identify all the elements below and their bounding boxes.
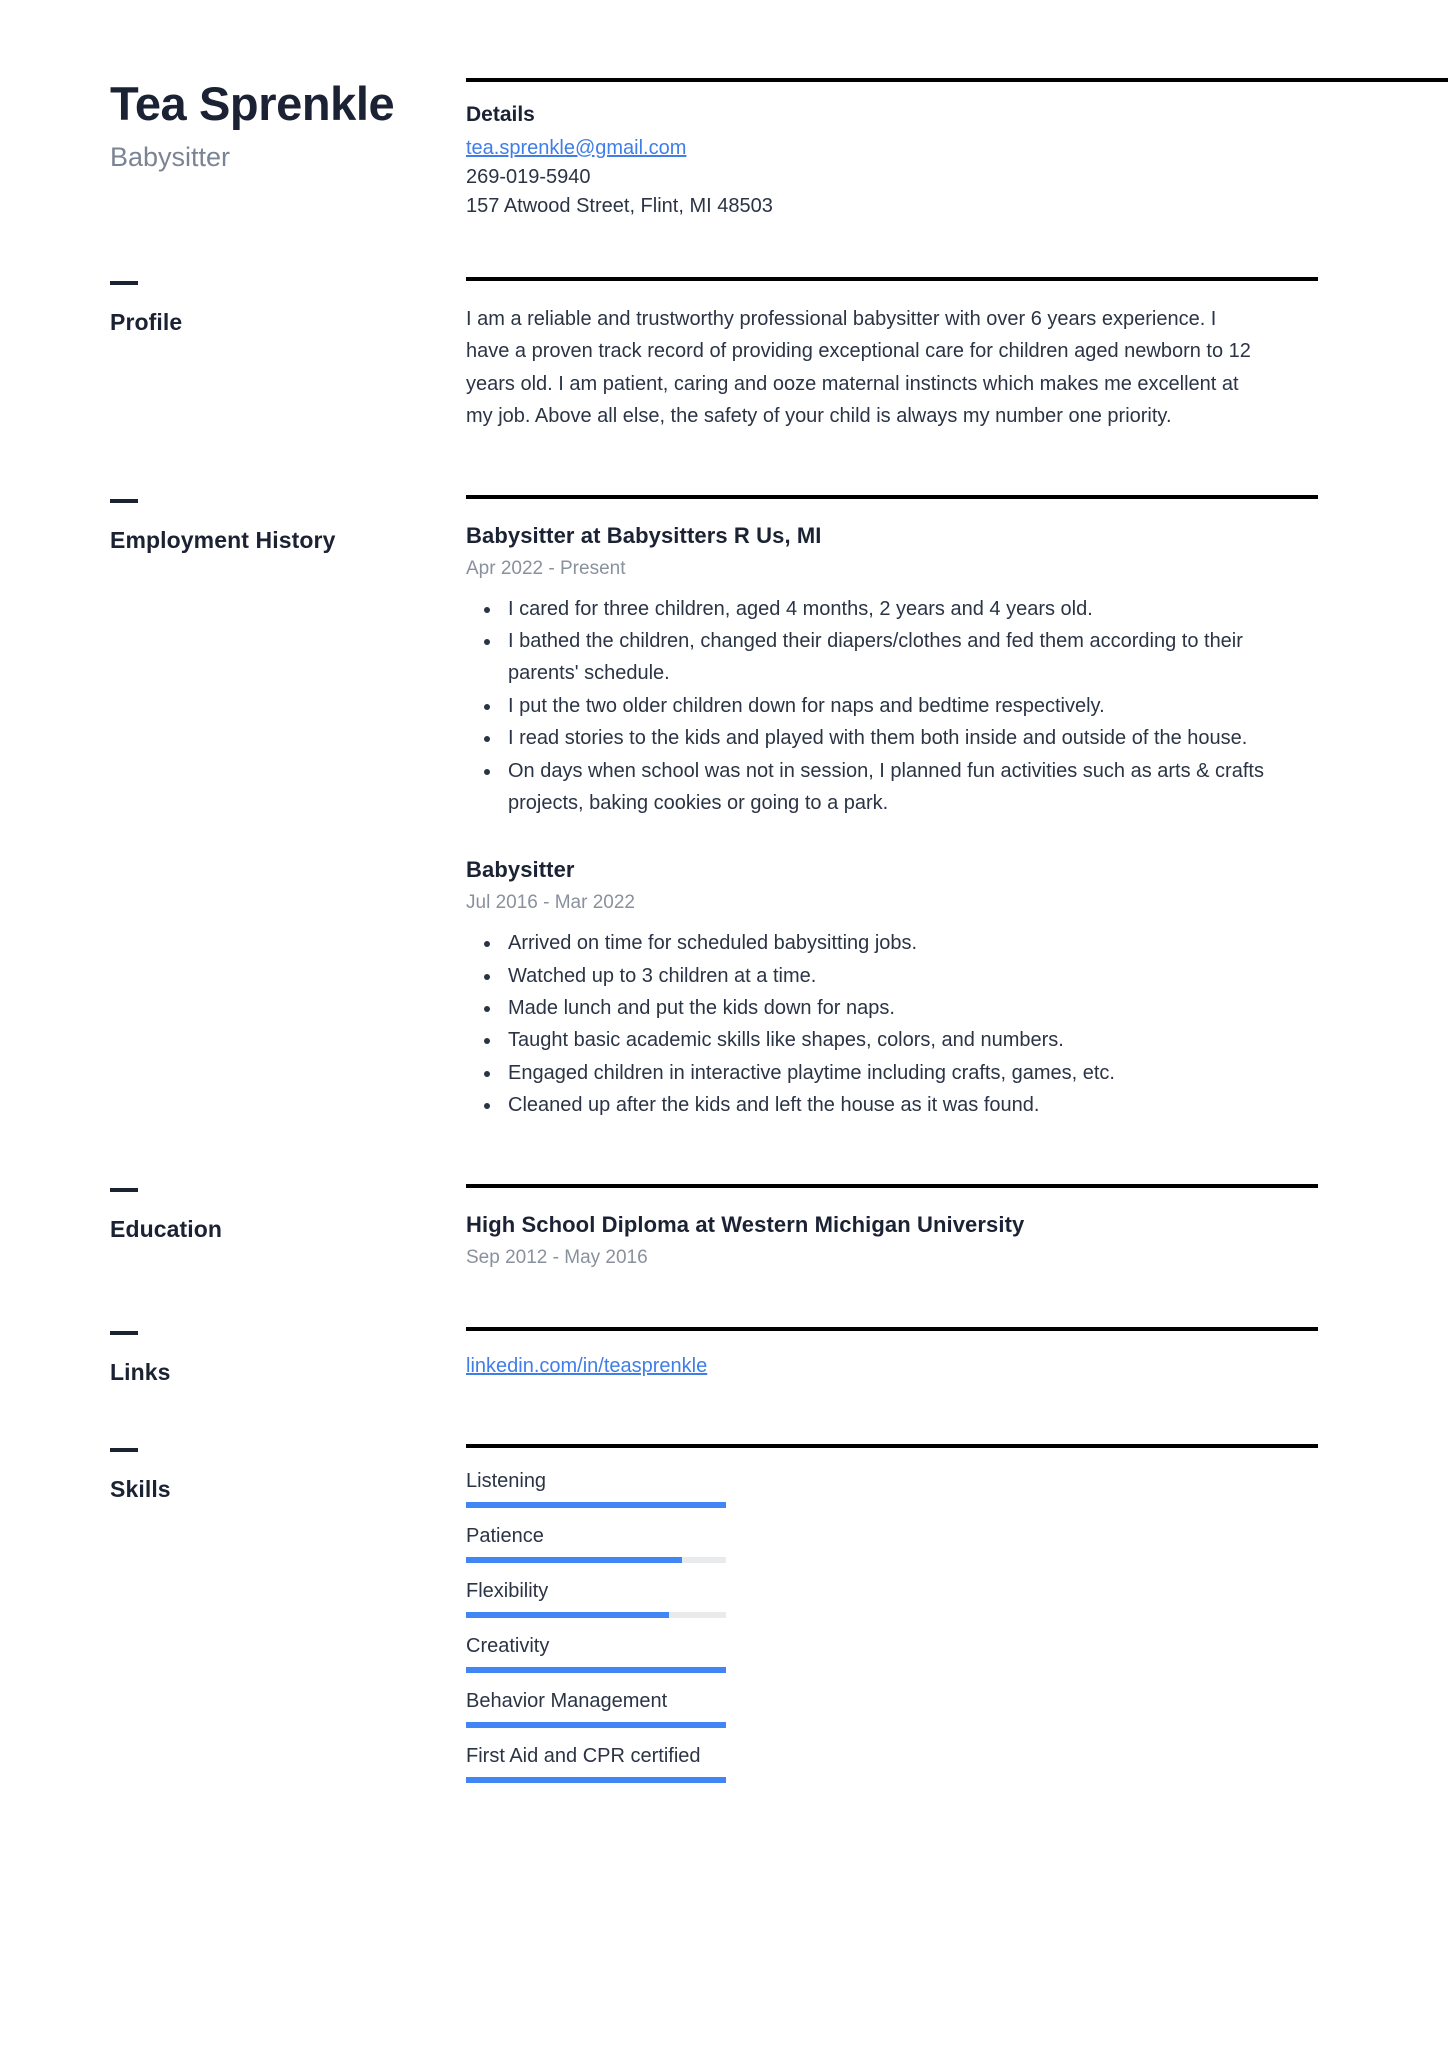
- entry-title: Babysitter at Babysitters R Us, MI: [466, 522, 822, 548]
- section-label-skills: Skills: [110, 1475, 171, 1502]
- links-content: [466, 1327, 1448, 1378]
- skill-bar-fill: [466, 1502, 726, 1508]
- section-label-education: Education: [110, 1215, 223, 1242]
- section-divider: [466, 1444, 1318, 1448]
- section-label-employment: Employment History: [110, 526, 336, 553]
- skill-bar-fill: [466, 1612, 669, 1618]
- resume-header: [0, 0, 1448, 221]
- section-dash-icon: [110, 281, 138, 285]
- education-label-column: [0, 1184, 466, 1243]
- skill-bar-track: [466, 1667, 726, 1673]
- section-divider: [466, 1184, 1318, 1188]
- links-list: [466, 1355, 1318, 1378]
- list-item: • Arrived on time for scheduled babysitting jobs.: [502, 927, 1292, 959]
- skills-content: [466, 1444, 1448, 1800]
- address-line: 157 Atwood Street, Flint, MI 48503: [466, 195, 773, 217]
- skill-bar-fill: [466, 1777, 726, 1783]
- section-divider: [466, 277, 1318, 281]
- profile-text: I am a reliable and trustworthy professional babysitter with over 6 years experience. I have a proven track record of providing exceptional care for children aged newborn to 12 years old. I am patient, caring and ooze maternal instincts which makes me excellent at my job. Above all else, the safety of your child is always my number one priority.: [466, 308, 1251, 428]
- details-section: [356, 78, 1448, 221]
- skill-item: [466, 1580, 1318, 1618]
- employment-label-column: [0, 495, 466, 554]
- list-item: • I put the two older children down for naps and bedtime respectively.: [502, 690, 1292, 722]
- list-item: • I bathed the children, changed their diapers/clothes and fed them according to their parents' schedule.: [502, 625, 1292, 690]
- entry-date: Apr 2022 - Present: [466, 557, 626, 579]
- skill-bar-track: [466, 1612, 726, 1618]
- email-link[interactable]: tea.sprenkle@gmail.com: [466, 137, 687, 159]
- section-label-links: Links: [110, 1358, 171, 1385]
- section-divider: [466, 1327, 1318, 1331]
- skill-name: Patience: [466, 1524, 544, 1547]
- skill-bar-track: [466, 1777, 726, 1783]
- entry-date: Sep 2012 - May 2016: [466, 1246, 648, 1268]
- section-divider: [466, 78, 1448, 82]
- job-title: Babysitter: [110, 141, 231, 172]
- page-title: Tea Sprenkle: [110, 77, 395, 130]
- list-item: • On days when school was not in session, I planned fun activities such as arts & crafts projects, baking cookies or going to a park.: [502, 755, 1292, 820]
- list-item: • I cared for three children, aged 4 months, 2 years and 4 years old.: [502, 593, 1292, 625]
- employment-entry: [466, 523, 1318, 820]
- skill-name: Flexibility: [466, 1579, 549, 1602]
- skill-item: [466, 1635, 1318, 1673]
- skill-name: First Aid and CPR certified: [466, 1744, 701, 1767]
- education-section: [0, 1184, 1448, 1269]
- skill-name: Listening: [466, 1469, 547, 1492]
- list-item: • Watched up to 3 children at a time.: [502, 960, 1292, 992]
- employment-section: [0, 495, 1448, 1122]
- section-label-profile: Profile: [110, 309, 183, 335]
- links-section: [0, 1327, 1448, 1386]
- skill-item: [466, 1690, 1318, 1728]
- linkedin-link[interactable]: linkedin.com/in/teasprenkle: [466, 1354, 708, 1377]
- list-item: • I read stories to the kids and played with them both inside and outside of the house.: [502, 722, 1292, 754]
- header-identity: [0, 77, 395, 173]
- links-label-column: [0, 1327, 466, 1386]
- list-item: • Cleaned up after the kids and left the house as it was found.: [502, 1089, 1292, 1121]
- skill-item: [466, 1470, 1318, 1508]
- skill-item: [466, 1745, 1318, 1783]
- entry-bullet-list: [466, 927, 1318, 1121]
- section-dash-icon: [110, 1331, 138, 1335]
- entry-bullet-list: [466, 593, 1318, 820]
- skill-bar-track: [466, 1557, 726, 1563]
- employment-content: [466, 495, 1448, 1122]
- employment-entry: [466, 857, 1318, 1121]
- entry-title: Babysitter: [466, 857, 575, 883]
- skill-bar-fill: [466, 1557, 682, 1563]
- details-heading: Details: [466, 103, 535, 126]
- section-dash-icon: [110, 499, 138, 503]
- skill-bar-fill: [466, 1722, 726, 1728]
- skill-name: Creativity: [466, 1634, 550, 1657]
- entry-title: High School Diploma at Western Michigan University: [466, 1211, 1025, 1237]
- skill-item: [466, 1525, 1318, 1563]
- skill-bar-track: [466, 1722, 726, 1728]
- skills-section: [0, 1444, 1448, 1800]
- entry-date: Jul 2016 - Mar 2022: [466, 892, 635, 914]
- list-item: • Made lunch and put the kids down for naps.: [502, 992, 1292, 1024]
- education-entry: [466, 1212, 1318, 1269]
- phone-line: 269-019-5940: [466, 166, 591, 188]
- skill-name: Behavior Management: [466, 1689, 668, 1712]
- section-dash-icon: [110, 1448, 138, 1452]
- education-content: [466, 1184, 1448, 1269]
- skills-label-column: [0, 1444, 466, 1503]
- list-item: • Engaged children in interactive playtime including crafts, games, etc.: [502, 1057, 1292, 1089]
- profile-section: [0, 277, 1448, 433]
- section-dash-icon: [110, 1188, 138, 1192]
- profile-label-column: [0, 277, 466, 336]
- skills-list: [466, 1470, 1318, 1783]
- list-item: • Taught basic academic skills like shapes, colors, and numbers.: [502, 1024, 1292, 1056]
- email-line: [466, 134, 1448, 163]
- section-divider: [466, 495, 1318, 499]
- skill-bar-fill: [466, 1667, 726, 1673]
- profile-content: [466, 277, 1448, 433]
- skill-bar-track: [466, 1502, 726, 1508]
